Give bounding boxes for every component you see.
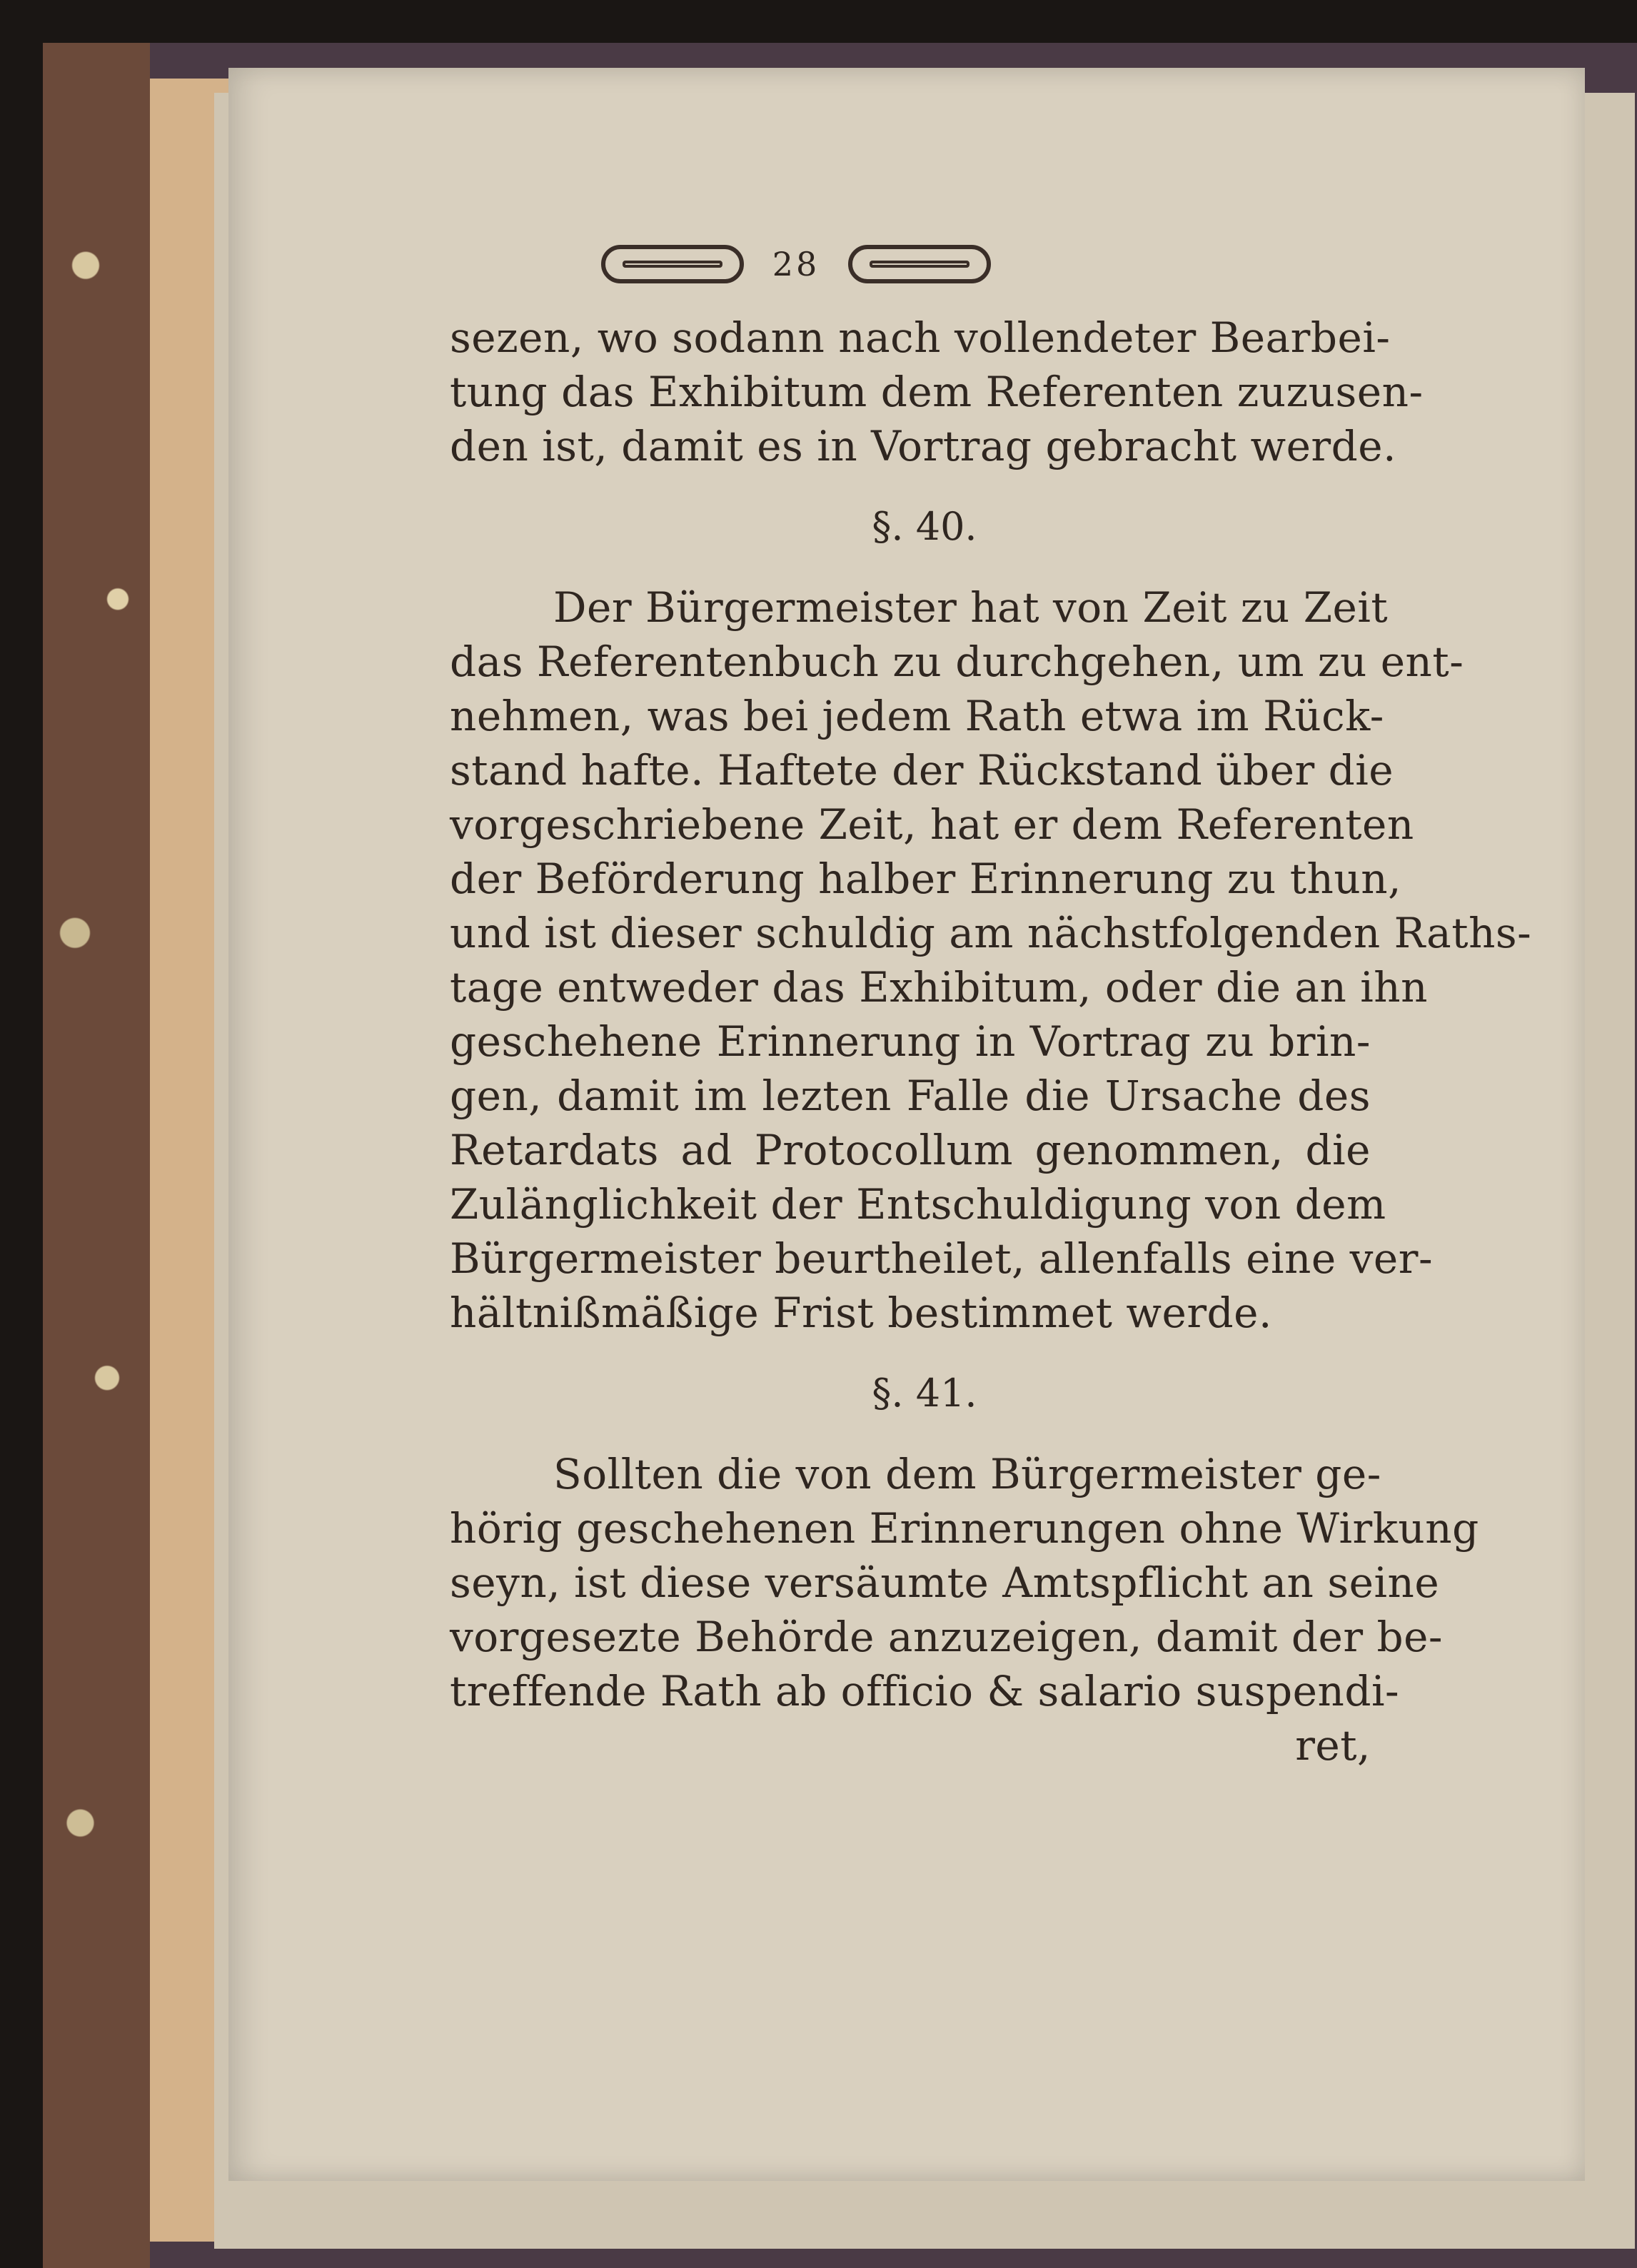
page-header xyxy=(457,236,1135,293)
text-line: sezen, wo sodann nach vollendeter Bearbei- xyxy=(450,313,1391,362)
catchword: ret, xyxy=(1295,1721,1371,1770)
text-line: hältnißmäßige Frist bestimmet werde. xyxy=(450,1289,1272,1337)
text-line: tage entweder das Exhibitum, oder die an ihn xyxy=(450,963,1429,1012)
text-line: seyn, ist diese versäumte Amtspflicht an seine xyxy=(450,1558,1440,1607)
text-line: vorgesezte Behörde anzuzeigen, damit der be- xyxy=(450,1613,1444,1661)
text-line: der Beförderung halber Erinnerung zu thun, xyxy=(450,855,1402,903)
text-line: vorgeschriebene Zeit, hat er dem Referenten xyxy=(450,800,1414,849)
text-line: Zulänglichkeit der Entschuldigung von dem xyxy=(450,1180,1386,1229)
left-ornament-icon xyxy=(601,245,744,283)
text-line: das Referentenbuch zu durchgehen, um zu ent- xyxy=(450,637,1464,686)
text-line: und ist dieser schuldig am nächstfolgenden Raths- xyxy=(450,909,1532,957)
right-ornament-icon xyxy=(848,245,991,283)
page-body xyxy=(450,311,1532,1773)
text-line: Bürgermeister beurtheilet, allenfalls eine ver- xyxy=(450,1234,1434,1283)
section-heading: §. 40. xyxy=(872,504,977,549)
text-line: treffende Rath ab officio & salario suspendi- xyxy=(450,1667,1400,1715)
page-number: 28 xyxy=(772,245,820,283)
text-line: Der Bürgermeister hat von Zeit zu Zeit xyxy=(553,583,1389,632)
text-line: hörig geschehenen Erinnerungen ohne Wirkung xyxy=(450,1504,1479,1553)
text-line: tung das Exhibitum dem Referenten zuzusen- xyxy=(450,368,1424,416)
marbled-cover-edge xyxy=(43,43,150,2268)
text-line: geschehene Erinnerung in Vortrag zu brin- xyxy=(450,1017,1371,1066)
text-line: stand hafte. Haftete der Rückstand über die xyxy=(450,746,1394,795)
text-line: nehmen, was bei jedem Rath etwa im Rück- xyxy=(450,692,1384,740)
text-line: den ist, damit es in Vortrag gebracht werde. xyxy=(450,422,1397,470)
text-line: Sollten die von dem Bürgermeister ge- xyxy=(553,1450,1381,1498)
text-line: gen, damit im lezten Falle die Ursache des xyxy=(450,1072,1371,1120)
text-line: Retardats ad Protocollum genommen, die xyxy=(450,1126,1371,1174)
section-heading: §. 41. xyxy=(872,1371,977,1416)
